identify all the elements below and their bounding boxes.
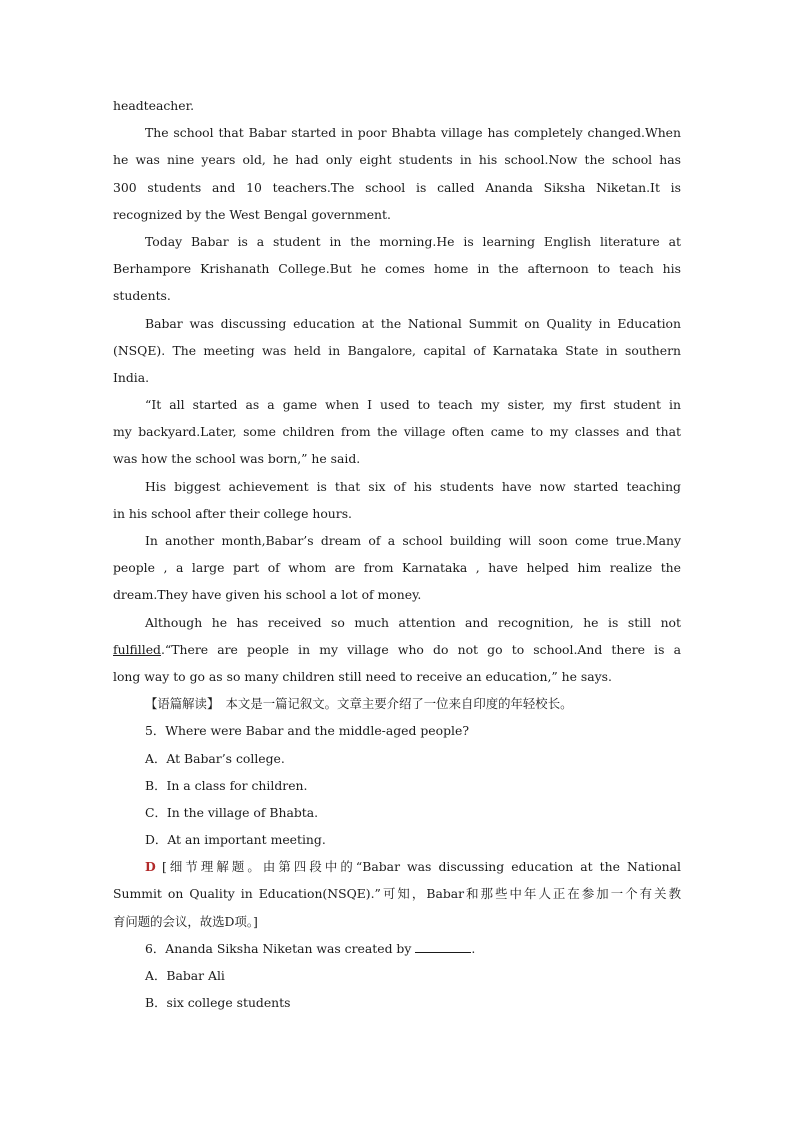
passage-line: he was nine years old, he had only eight students in his school.Now the school has [113, 152, 681, 168]
passage-line: Babar was discussing education at the National Summit on Quality in Education [145, 315, 681, 331]
passage-line: was how the school was born,” he said. [113, 451, 361, 467]
question-6-option-b: B．six college students [145, 995, 291, 1011]
passage-line: recognized by the West Bengal government. [113, 206, 391, 222]
question-5-option-c: C．In the village of Bhabta. [145, 804, 319, 820]
passage-line: my backyard.Later, some children from the village often came to my classes and that [113, 424, 681, 440]
answer-letter: D [145, 859, 156, 875]
discourse-analysis: 【语篇解读】 本文是一篇记叙文。文章主要介绍了一位来自印度的年轻校长。 [145, 696, 573, 712]
question-5-stem: 5．Where were Babar and the middle-aged people? [145, 723, 469, 739]
passage-line: in his school after their college hours. [113, 505, 352, 521]
question-6-option-a: A．Babar Ali [145, 968, 225, 983]
passage-line: people , a large part of whom are from Karnataka , have helped him realize the [113, 560, 681, 576]
question-5-explanation-line: 育问题的会议，故选D项。] [113, 913, 258, 929]
passage-line: 300 students and 10 teachers.The school is called Ananda Siksha Niketan.It is [113, 179, 681, 195]
question-5-option-b: B．In a class for children. [145, 777, 308, 793]
underlined-word: fulfilled [113, 641, 161, 657]
question-5-explanation-line: Summit on Quality in Education(NSQE).”可知，Babar和那些中年人正在参加一个有关教 [113, 886, 681, 902]
passage-line: India. [113, 369, 150, 385]
passage-line: dream.They have given his school a lot of money. [113, 587, 422, 603]
passage-line: (NSQE). The meeting was held in Bangalore, capital of Karnataka State in southern [113, 342, 681, 358]
passage-line: Although he has received so much attention and recognition, he is still not [145, 614, 681, 630]
question-5-option-d: D．At an important meeting. [145, 832, 326, 848]
question-6-stem [113, 935, 681, 962]
stem-text: . [471, 940, 476, 956]
passage-line: His biggest achievement is that six of his students have now started teaching [145, 478, 681, 494]
passage-line: long way to go as so many children still need to receive an education,” he says. [113, 668, 612, 684]
explanation-text: [细节理解题。由第四段中的“Babar was discussing education at the National [161, 859, 681, 875]
passage-line: headteacher. [113, 98, 195, 113]
passage-line: “It all started as a game when I used to teach my sister, my first student in [145, 397, 681, 413]
passage-text: .“There are people in my village who do not go to school.And there is a [160, 641, 681, 657]
answer-blank [415, 940, 471, 953]
passage-line: Berhampore Krishanath College.But he comes home in the afternoon to teach his [113, 261, 681, 277]
passage-line: Today Babar is a student in the morning.He is learning English literature at [145, 233, 681, 249]
passage-line: The school that Babar started in poor Bhabta village has completely changed.When [145, 125, 681, 141]
question-5-explanation-line [113, 853, 681, 880]
passage-line: students. [113, 288, 171, 304]
passage-line: In another month,Babar’s dream of a school building will soon come true.Many [145, 533, 681, 548]
stem-text: 6．Ananda Siksha Niketan was created by [145, 940, 416, 956]
question-5-option-a: A．At Babar’s college. [145, 750, 285, 766]
passage-line [113, 636, 681, 663]
